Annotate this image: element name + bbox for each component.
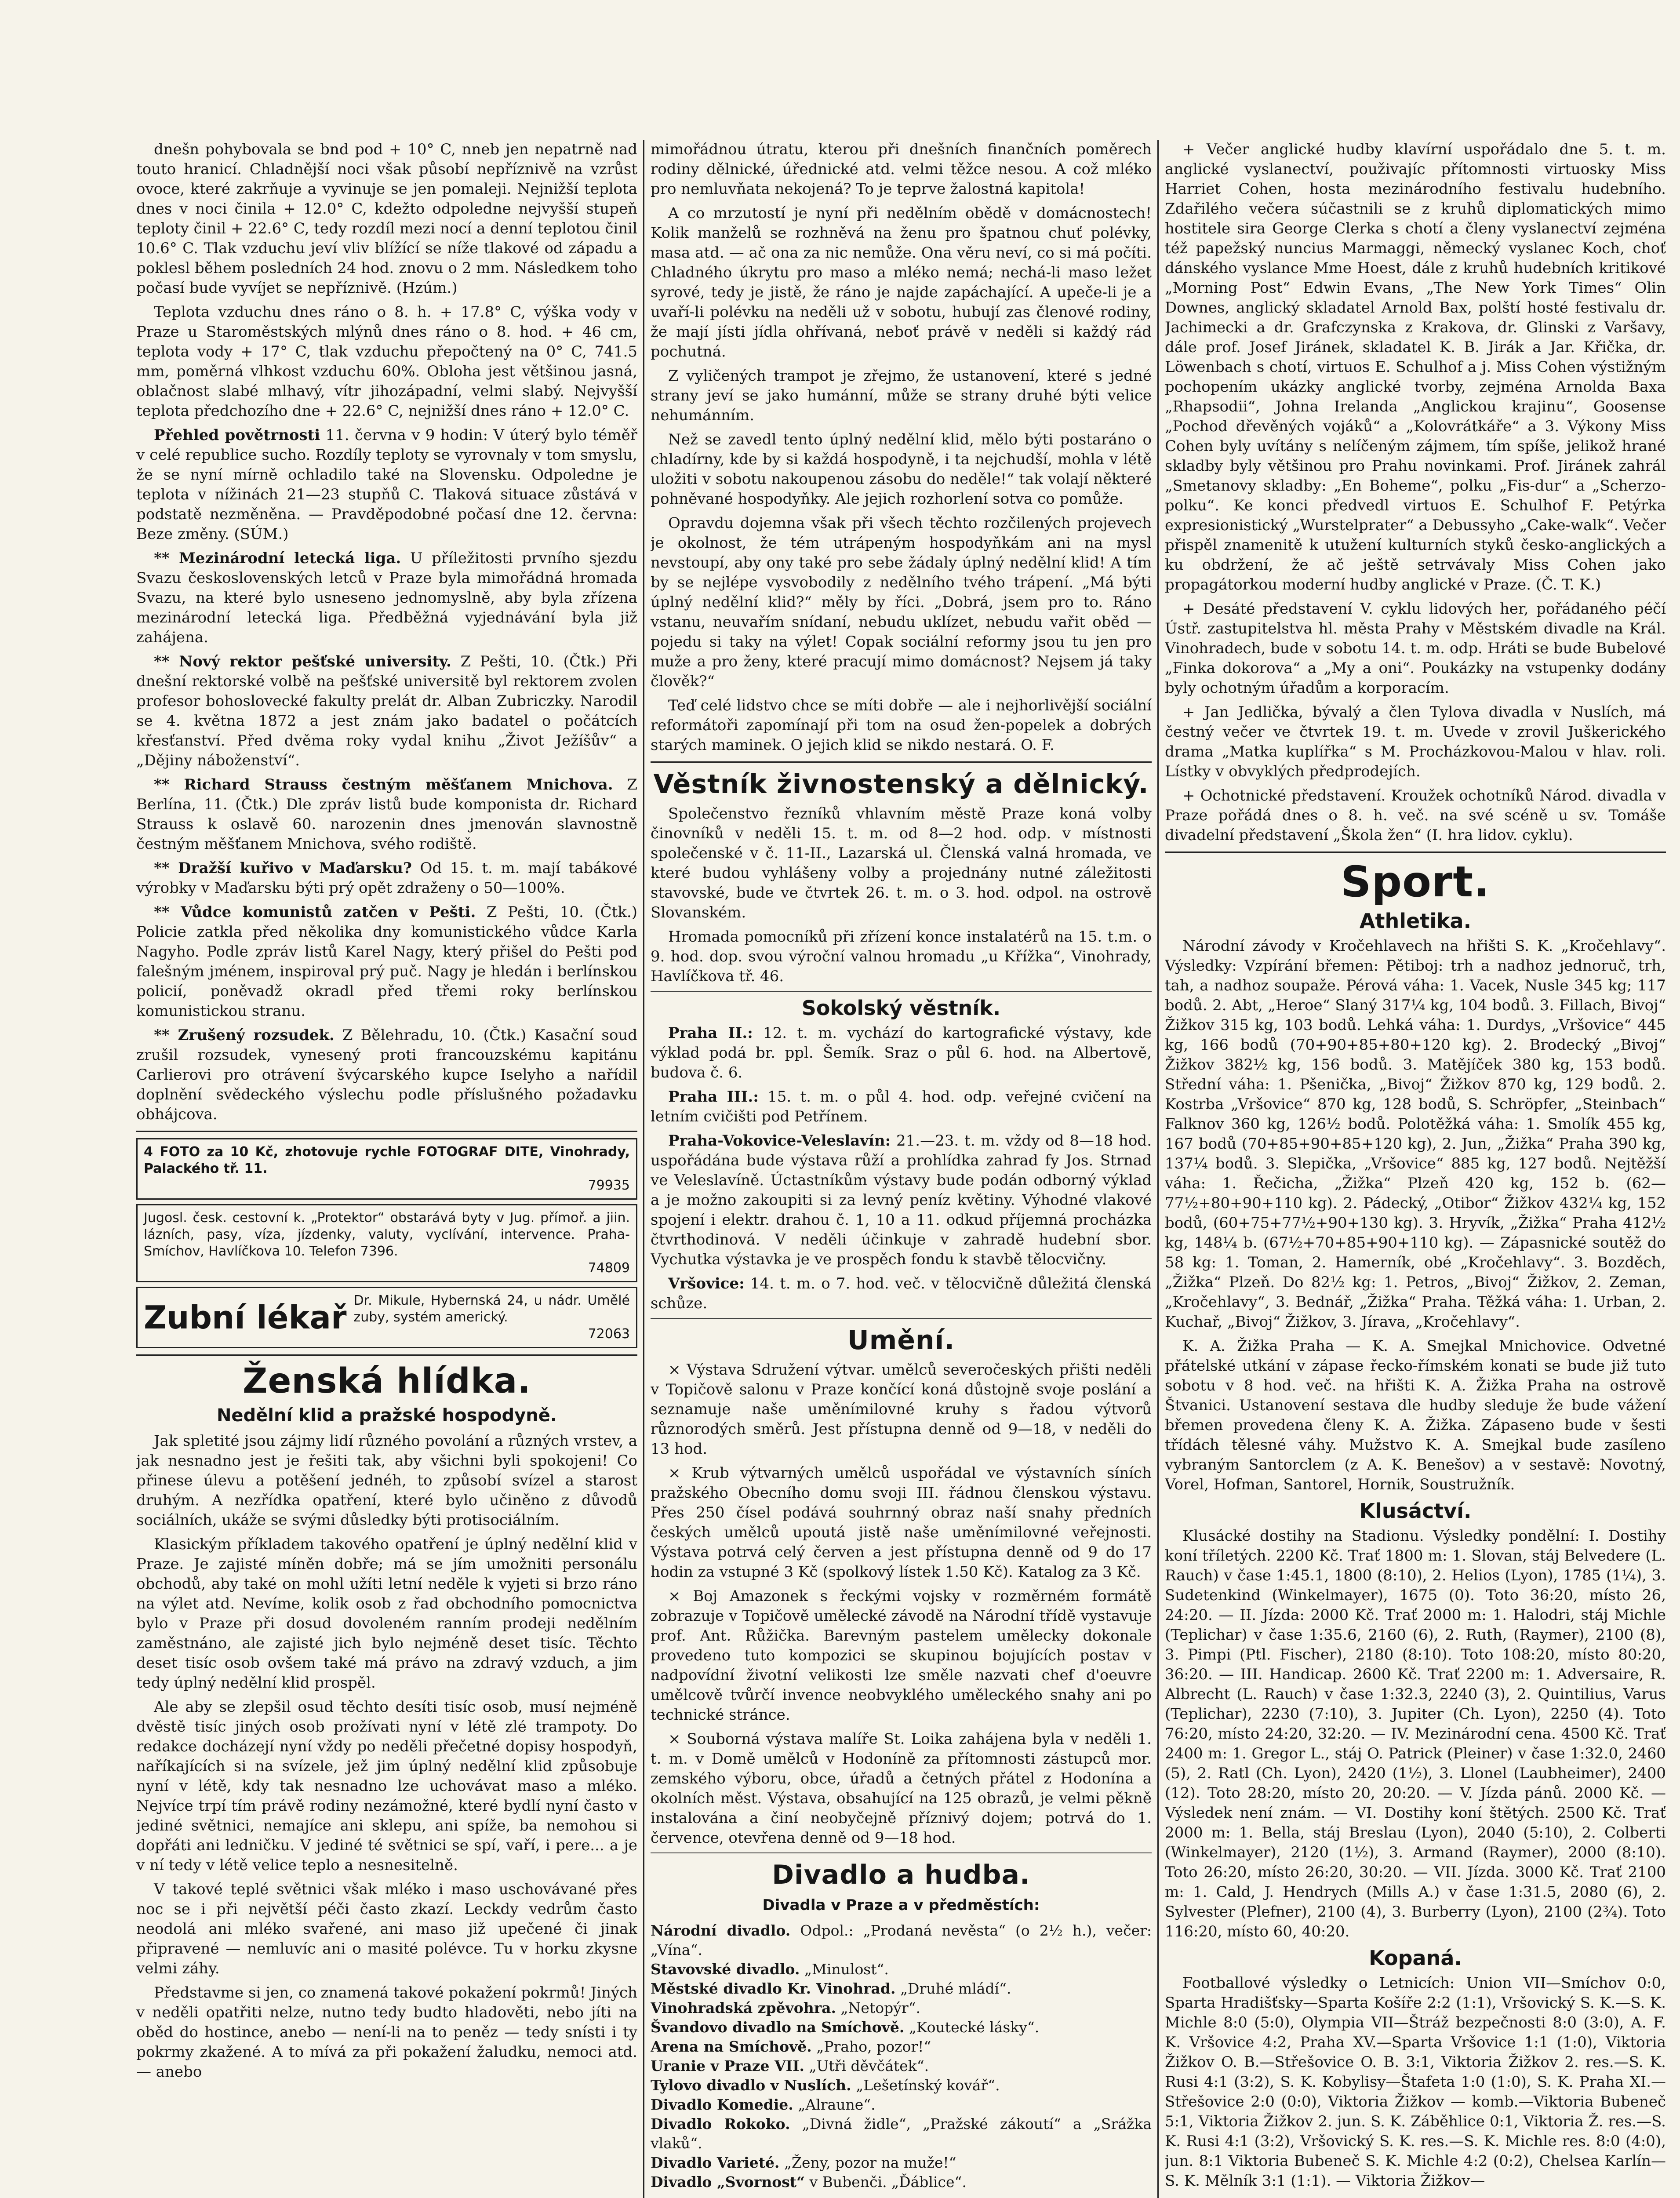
kurivo-headline: ** Dražší kuřivo v Maďarsku? [154,859,412,877]
divider [136,1354,637,1356]
strauss-headline: ** Richard Strauss čestným měšťanem Mnichova. [154,776,613,793]
zenska-article-title: Nedělní klid a pražské hospodyně. [216,1405,557,1426]
theatre-venue: Švandovo divadlo na Smíchově. [651,2019,905,2036]
theatre-programme-item [651,1979,1152,1998]
zenska-paragraph: Než se zavedl tento úplný nedělní klid, mělo býti postaráno o chladírny, kde by si každá hospodyně, i ta nejchudší, mohla v létě uložiti v sobotu nakoupenou zásobu do neděle!“ tak volají některé pohněvané hospodyňky. Ale jejich rozhorlení sotva co pomůže. [651,431,1152,508]
column-divider [1157,140,1159,2198]
theatre-programme-item [651,2153,1152,2173]
zenska-paragraph: V takové teplé světnici však mléko i maso uschovávané přes noc se i při největší péči často zkazí. Leckdy vedrům často neodolá ani mléko svařené, ani maso již upečené či jinak připravené — nemluvíc ani o masité polévce. Tu v horku zkysne velmi záhy. [136,1881,637,1977]
foto-ad-text: 4 FOTO za 10 Kč, zhotovuje rychle FOTOGRAF DITE, Vinohrady, Palackého tř. 11. [144,1144,630,1176]
sokol-section-title: Sokolský věstník. [801,996,1001,1020]
theatre-venue: Divadlo Komedie. [651,2096,793,2113]
theatre-venue: Stavovské divadlo. [651,1961,800,1978]
zenska-paragraph: Ale aby se zlepšil osud těchto desíti tisíc osob, musí nejméně dvěstě tisíc jiných osob prožívati nyní v létě zlé trampoty. Do redakce docházejí nyní vždy po neděli přečetné dopisy hospodyň, naříkajících si na svízele, jež jim úplný nedělní klid způsobuje nyní v létě, kdy tak nesnadno lze uchovávat maso a mléko. Nejvíce trpí tím právě rodiny nezámožné, které bydlí nyní často v jediné světnici, nemajíce ani sklepu, ani spíže, ba nemohou si dopřáti ani ledničku. V jediné té světnici se spí, vaří, i pere... a je v ní tedy v létě velice teplo a nesnesitelně. [136,1698,637,1874]
sokol-item-text: 12. t. m. vychází do kartografické výstavy, kde výklad podá br. ppl. Šemík. Sraz o půl 6. hod. na Albertově, budova č. 6. [651,1024,1152,1081]
athletika-paragraph: Národní závody v Kročehlavech na hřišti S. K. „Kročehlavy“. Výsledky: Vzpírání břemen: Pětiboj: trh a nadhoz jednoruč, trh, tah, a nadhoz soupaže. Pérová váha: 1. Vacek, Nusle 345 kg; 117 bodů. 2. Abt, „Heroe“ Slaný 317¼ kg, 104 bodů. 3. Fillach, Bivoj“ Žižkov 315 kg, 103 bodů. Lehká váha: 1. Durdys, „Vršovice“ 445 kg, 166 bodů (70+90+85+80+120 kg). 2. Brodecký „Bivoj“ Žižkov 382½ kg, 156 bodů. 3. Matějíček 380 kg, 153 bodů. Střední váha: 1. Pšenička, „Bivoj“ Žižkov 870 kg, 129 bodů. 2. Kostrba „Vršovice“ 870 kg, 128 bodů, S. Schröpfer, „Steinbach“ Falknov 360 kg, 126½ bodů. Polotěžká váha: 1. Smolík 455 kg, 167 bodů (70+85+90+85+120 kg), 2. Jun, „Žižka“ Praha 390 kg, 137¼ bodů. 3. Slepička, „Vršovice“ 885 kg, 127 bodů. Nejtěžší váha: 1. Řečicha, „Žižka“ Plzeň 420 kg, 152 b. (62—77½+80+90+110 kg). 2. Pádecký, „Otibor“ Žižkov 432¼ kg, 152 bodů, (60+75+77½+90+130 kg). 3. Hryvík, „Žižka“ Praha 412½ kg, 148¼ b. (67½+70+85+90+110 kg). — Zápasnické soutěž do 58 kg: 1. Toman, 2. Hamerník, obé „Kročehlavy“. 3. Bozděch, „Žižka“ Plzeň. Do 82½ kg: 1. Petros, „Bivoj“ Žižkov, 2. Zeman, „Kročehlavy“, 3. Bednář, „Žižka“ Praha. Těžká váha: 1. Urban, 2. Kuchař, „Bivoj“ Žižkov, 3. Jírava, „Kročehlavy“. [1165,937,1666,1331]
sokol-item-text: 21.—23. t. m. vždy od 8—18 hod. uspořádána bude výstava růží a prohlídka zahrad fy Jos. Strnad ve Veleslavíně. Úctastníkům výstavy bude podán odborný výklad a je možno zakoupiti si za levný peníz květiny. Výhodné vlakové spojení i elektr. drahou č. 1, 10 a 11. odkud příjemná procházka čtvrthodinová. V neděli účinkuje v zahradě hudební sbor. Vychutka výstavka je ve prospěch fondu k stavbě tělocvičny. [651,1132,1152,1268]
hudba-paragraph: + Večer anglické hudby klavírní uspořádalo dne 5. t. m. anglické vyslanectví, použivajíc přítomnosti virtuosky Miss Harriet Cohen, hosta mezinárodního festivalu hudebního. Zdařilého večera súčastnili se z kruhů diplomatických mimo hostitele sira George Clerka s chotí a členy vyslanectví zejména též papežský nuncius Marmaggi, německý vyslanec Koch, choť dánského vyslance Mme Hoest, dále z kruhů hudebních kritikové „Morning Post“ Edwin Evans, „The New York Times“ Olin Downes, anglický skladatel Arnold Bax, polští hosté festivalu dr. Jachimecki a dr. Grafczynska z Krakova, dr. Glinski z Varšavy, dále prof. Josef Jiránek, skladatel K. B. Jirák a Jar. Křička, dr. Löwenbach s chotí, virtuos E. Schulhof a j. Miss Cohen výstižným pochopením ukázky anglické tvorby, zejména Arnolda Baxa „Rhapsodii“, Johna Irelanda „Anglickou krajinu“, Goosense „Pochod dřevěných vojáků“ a „Kolovrátkáře“ a 3. Výkony Miss Cohen byly uvítány s nelíčeným zájmem, tím spíše, jelikož hrané skladby byly většinou pro Prahu novinkami. Prof. Jiránek zahrál „Smetanovy skladby: „En Boheme“, polku „Fis-dur“ a „Scherzo-polku“. Ke konci předvedl virtuos E. Schulhof F. Petýrka expresionistický „Wurstelprater“ a Debussyho „Cake-walk“. Večer přispěl znamenitě k utužení kulturních styků česko-anglických a ku obdržení, že ač ještě setrvávaly Miss Cohen jako propagátorkou moderní hudby anglické v Praze. (Č. T. K.) [1165,141,1666,593]
umeni-paragraph: × Krub výtvarných umělců uspořádal ve výstavních síních pražského Obecního domu svoji III. řádnou členskou výstavu. Přes 250 čísel podává souhrnný obraz naší snahy předních českých umělců upoutá jistě naše uměnímilovné veřejnosti. Výstava potrvá celý červen a jest přístupna denně od 9 do 17 hodin za vstupné 3 Kč (spolkový lístek 1.50 Kč). Katalog za 3 Kč. [651,1464,1152,1581]
weather-measurements: Teplota vzduchu dnes ráno o 8. h. + 17.8° C, výška vody v Praze u Staroměstských mlýnů dnes ráno o 8. hod. + 46 cm, teplota vody + 17° C, tlak vzduchu přepočtený na 0° C, 741.5 mm, poměrná vlhkost vzduchu 60%. Obloha jest většinou jasná, oblačnost slabé mlhavý, vítr jihozápadní, velmi slabý. Nejvyšší teplota předchozího dne + 22.6° C, nejnižší dnes ráno + 12.0° C. [136,303,637,420]
sport-section-title: Sport. [1341,857,1490,906]
zenska-paragraph: Teď celé lidstvo chce se míti dobře — ale i nejhorlivější sociální reformátoři zapomínají při tom na osud žen-popelek a dobrých starých maminek. O jejich klid se nikdo nestará. O. F. [651,697,1152,754]
zenska-paragraph: Představme si jen, co znamená takové pokažení pokrmů! Jiných v neděli opatřiti nelze, nutno tedy budto hladověti, nebo jíti na oběd do hostince, anebo — není-li na to peněz — tedy snísti i ty pokrmy zkažené. A to mívá za při pokažení žaludku, nemoci atd. — anebo [136,1984,637,2081]
sokol-item-text: 15. t. m. o půl 4. hod. odp. veřejné cvičení na letním cvičišti pod Petřínem. [651,1088,1152,1125]
weather-report: dnešn pohybovala se bnd pod + 10° C, nneb jen nepatrně nad touto hranicí. Chladnější noci však působí nepříznivě na vzrůst ovoce, které zakrňuje a vyvinuje se jen pomaleji. Nejnižší teplota dnes v noci činila + 12.0° C, kdežto odpoledne nejvyšší stupeň teploty činil + 22.6° C, tedy rozdíl mezi nocí a denní teplotou činil 10.6° C. Tlak vzduchu jeví vliv blížící se níže tlakové od západu a poklesl během posledních 24 hod. znovu o 2 mm. Následkem toho počasí bude vyvíjet se nepříznivě. (Hzúm.) [136,141,637,297]
klusactvi-title: Klusáctví. [1359,1499,1472,1523]
column-divider [643,140,644,2198]
liga-text: U příležitosti prvního sjezdu Svazu československých letců v Praze byla mimořádná hromada Svazu, na které bylo usneseno jednomyslně, aby byla zřízena mezinárodní letecká liga. Předběžná vyjednávání byla již zahájena. [136,550,637,646]
travel-ad-text: Jugosl. česk. cestovní k. „Protektor“ obstarává byty v Jug. přímoř. a jiin. lázních, pasy, víza, jízdenky, valuty, vyclívání, intervence. Praha-Smíchov, Havlíčkova 10. Telefon 7396. [144,1210,630,1259]
athletika-title: Athletika. [1359,909,1472,933]
strauss-text: Z Berlína, 11. (Čtk.) Dle zpráv listů bude komponista dr. Richard Strauss k oslavě 60. narozenin dnes jmenován slavnostně čestným měšťanem Mnichova, svého rodiště. [136,776,637,853]
divadlo-subtitle: Divadla v Praze a v předměstích: [762,1896,1040,1914]
foto-advertisement [136,1138,637,1200]
rozsudek-headline: ** Zrušený rozsudek. [154,1026,335,1044]
klusactvi-paragraph: Klusácké dostihy na Stadionu. Výsledky pondělní: I. Dostihy koní tříletých. 2200 Kč. Trať 1800 m: 1. Slovan, stáj Belvedere (L. Rauch) v čase 1:45.1, 1800 (8:10), 2. Helios (Lyon), 1785 (1¼), 3. Sudetenkind (Winkelmayer), 1675 (0). Toto 36:20, místo 26, 24:20. — II. Jízda: 2000 Kč. Trať 2000 m: 1. Halodri, stáj Michle (Teplichar) v čase 1:35.6, 2160 (6), 2. Ruth, (Raymer), 2100 (8), 3. Pimpi (Ptl. Fischer), 2180 (8:10). Toto 108:20, místo 80:20, 36:20. — III. Handicap. 2600 Kč. Trať 2200 m: 1. Adversaire, R. Albrecht (L. Rauch) v čase 1:32.3, 2240 (3), 2. Quintilius, Varus (Teplichar), 2230 (7:10), 3. Jupiter (Ch. Lyon), 2250 (4). Toto 76:20, místo 24:20, 32:20. — IV. Mezinárodní cena. 4500 Kč. Trať 2400 m: 1. Gregor L., stáj O. Patrick (Pleiner) v čase 1:32.0, 2460 (5), 2. Ratl (Ch. Lyon), 2420 (1½), 3. Llonel (Laubheimer), 2400 (12). Toto 28:20, místo 20, 20:20. — V. Jízda pánů. 2000 Kč. — Výsledek není znám. — VI. Dostihy koní štětých. 2500 Kč. Trať 2000 m: 1. Bella, stáj Breslau (Lyon), 2040 (5:10), 2. Colberti (Winkelmayer), 2120 (1½), 3. Armand (Raymer), 2000 (8:10). Toto 26:20, místo 26:20, 30:20. — VII. Jízda. 3000 Kč. Trať 2100 m: 1. Cald, J. Hendrych (Mills A.) v čase 1:31.5, 2080 (6), 2. Sylvester (Plefner), 2100 (4), 3. Burberry (Lyon), 2100 (2¾). Toto 116:20, místo 60, 40:20. [1165,1527,1666,1940]
athletika-paragraph: K. A. Žižka Praha — K. A. Smejkal Mnichovice. Odvetné přátelské utkání v zápase řecko-římském konati se bude již tuto sobotu v 8 hod. več. na hřišti K. A. Žižka Praha na ostrově Štvanici. Ustanovení sestava dle hudby sleduje že bude vážení břemen provedena členy K. A. Žižka. Zápaseno bude v šesti třídách tělesné váhy. Mužstvo K. A. Smejkal bude zasíleno vybraným Santorclem (z A. K. Benešov) a v sestavě: Novotný, Vorel, Hofman, Santorel, Hornik, Soustružník. [1165,1337,1666,1493]
umeni-paragraph: × Boj Amazonek s řeckými vojsky v rozměrném formátě zobrazuje v Topičově umělecké závodě na Národní třídě vystavuje prof. Ant. Růžička. Barevným pastelem umělecky dokonale provedeno tuto kompozici se skupinou bojujících postav v nadpovídní životní velikosti lze směle nazvati chef d'oeuvre umělcově tvůrčí invence neobvyklého uměleckého snahy ani po technické stránce. [651,1587,1152,1724]
theatre-venue: Divadlo Rokoko. [651,2115,790,2132]
theatre-programme-item [651,1921,1152,1960]
travel-advertisement [136,1204,637,1282]
theatre-venue: Divadlo „Svornost“ [651,2173,805,2191]
dentist-ad-title: Zubní lékař [144,1299,347,1336]
zenska-paragraph: A co mrzutostí je nyní při nedělním obědě v domácnostech! Kolik manželů se rozhněvá na ženu pro špatnou chuť polévky, masa atd. — ač ona za nic nemůže. Ona věru neví, co si má počíti. Chladného úkrytu pro maso a mléko nemá; nechá-li maso ležet syrové, tedy je jistě, že ráno je najde zapáchající. A upeče-li je a uvaří-li polévku na neděli už v sobotu, hubují zas členové rodiny, že mají jísti jídla ohřívaná, neboť právě v neděli si každý rád pochutná. [651,204,1152,360]
theatre-performance: „Utři děvčátek“. [804,2057,929,2074]
rozsudek-article [136,1026,637,1124]
theatre-programme-item [651,2056,1152,2076]
sokol-item-lead: Vršovice: [668,1275,745,1292]
theatre-performance: „Koutecké lásky“. [904,2019,1040,2036]
rozsudek-text: Z Bělehradu, 10. (Čtk.) Kasační soud zrušil rozsudek, vynesený proti francouzskému kapitánu Carlierovi pro otrávení švýcarského kupce Iselyho a nařídil doplnění svědeckého výslechu podle příslušného požadavku obhájcova. [136,1026,637,1123]
sokol-item-lead: Praha II.: [668,1024,753,1042]
forecast-text: 11. června v 9 hodin: V úterý bylo téměř v celé republice sucho. Rozdíly teploty se vyrovnaly v tom smyslu, že se nyní mírně ochladilo také na Slovensku. Odpoledne je teplota v nížinách 21—23 stupňů C. Tlaková situace zůstává v podstatě nezměněna. — Pravděpodobné počasí dne 12. června: Beze změny. (SÚM.) [136,426,637,543]
theatre-performance: Odpol.: „Prodaná nevěsta“ (o 2½ h.), večer: „Vína“. [651,1922,1152,1958]
theatre-venue: Národní divadlo. [651,1922,791,1939]
theatre-venue: Tylovo divadlo v Nuslích. [651,2077,851,2094]
divider [136,1131,637,1132]
kurivo-text: Od 15. t. m. mají tabákové výrobky v Maďarsku býti prý opět zdraženy o 50—100%. [136,859,637,897]
kurivo-article [136,859,637,898]
dentist-advertisement [136,1287,637,1348]
umeni-section-title: Umění. [847,1325,955,1356]
theatre-performance: v Bubenči. „Ďáblice“. [805,2173,967,2191]
theatre-performance: „Alraune“. [793,2096,876,2113]
divider [651,1852,1152,1853]
divider [651,1318,1152,1319]
sokol-item-text: 14. t. m. o 7. hod. več. v tělocvičně důležitá členská schůze. [651,1275,1152,1312]
column-2 [651,140,1152,2198]
forecast-article [136,426,637,544]
theatre-programme-item [651,2018,1152,2037]
theatre-programme-item [651,1998,1152,2018]
umeni-paragraph: × Souborná výstava malíře St. Loika zahájena byla v neděli 1. t. m. v Domě umělců v Hodoníně za přítomnosti zástupců mor. zemského výboru, obce, úřadů a četných přátel z Hodonína a okolních měst. Výstava, obsahující na 125 obrazů, je velmi pěkně instalována a činí neobyčejně příznivý dojem; potrvá do 1. července, otevřena denně od 9—18 hod. [651,1730,1152,1847]
vestnik-paragraph: Hromada pomocníků při zřízení konce instalatérů na 15. t.m. o 9. hod. dop. svou výroční valnou hromadu „u Křížka“, Vinohrady, Havlíčkova tř. 46. [651,928,1152,985]
foto-ad-code: 79935 [588,1178,630,1193]
strauss-article [136,775,637,854]
theatre-performance: „Druhé mládí“. [895,1980,1011,1997]
umeni-paragraph: × Výstava Sdružení výtvar. umělců severočeských přišti neděli v Topičově salonu v Praze končící koná důstojně svoje poslání a seznamuje naše uměnímilovné kruhy s řadou výtvorů různorodých směrů. Jest přístupna denně od 9—18, v neděli do 13 hod. [651,1361,1152,1458]
theatre-performance: „Netopýr“. [836,1999,920,2016]
vudce-headline: ** Vůdce komunistů zatčen v Pešti. [154,903,476,921]
theatre-venue: Divadlo Varieté. [651,2154,780,2171]
theatre-performance: „Praho, pozor!“ [811,2038,931,2055]
sokol-item [651,1131,1152,1270]
zenska-paragraph: Jak spletité jsou zájmy lidí různého povolání a různých vrstev, a jak nesnadno jest je řešiti tak, aby všichni byli spokojeni! Co přinese úlevu a potěšení jednéh, to způsobí svízel a starost druhým. A nezřídka opatření, které bylo učiněno z důvodů sociálních, ukáže se svými důsledky býti protisociálním. [136,1432,637,1529]
column-1 [136,140,637,2198]
sokol-item [651,1023,1152,1083]
theatre-programme-item [651,2076,1152,2095]
hudba-paragraph: + Desáté představení V. cyklu lidových her, pořádaného péčí Ústř. zastupitelstva hl. města Prahy v Městském divadle na Král. Vinohradech, bude v sobotu 14. t. m. odp. Hráti se bude Bubelové „Finka dokorova“ a „My a oni“. Poukázky na vstupenky dodány byly ochotným úřadům a korporacím. [1165,600,1666,697]
theatre-performance: „Divná židle“, „Pražské zákoutí“ a „Srážka vlaků“. [651,2115,1152,2152]
theatre-performance: „Minulost“. [800,1961,889,1978]
zenska-paragraph: Z vyličených trampot je zřejmo, že ustanovení, které s jedné strany jeví se jako humánní, může se strany druhé býti velice nehumánním. [651,367,1152,424]
column-3 [1165,140,1666,2198]
hudba-paragraph: + Jan Jedlička, bývalý a člen Tylova divadla v Nuslích, má čestný večer ve čtvrtek 19. t. m. Uvede v zrovil Juškerického drama „Matka kuplířka“ s M. Procházkovou-Malou v hlav. roli. Lístky v obvyklých předprodejích. [1165,703,1666,780]
liga-headline: ** Mezinárodní letecká liga. [154,550,401,567]
theatre-performance: „Ženy, pozor na muže!“ [779,2154,956,2171]
sokol-item [651,1087,1152,1127]
theatre-venue: Uranie v Praze VII. [651,2057,804,2074]
divadlo-section-title: Divadlo a hudba. [772,1860,1030,1890]
sokol-item-lead: Praha-Vokovice-Veleslavín: [668,1132,891,1150]
theatre-programme-item [651,2037,1152,2056]
theatre-programme-item [651,1960,1152,1979]
vudce-text: Z Pešti, 10. (Čtk.) Policie zatkla před několika dny komunistického vůdce Karla Nagyho. Podle zpráv listů Karel Nagy, který přišel do Pešti pod falešným jménem, inspiroval prý puč. Nagy je hledán i berlínskou policií, poněvadž okradl před třemi roky berlínskou komunistickou stranu. [136,903,637,1020]
theatre-venue: Arena na Smíchově. [651,2038,812,2055]
rektor-headline: ** Nový rektor pešťské university. [154,653,451,670]
dentist-ad-text: Dr. Mikule, Hybernská 24, u nádr. Umělé zuby, systém americký. [353,1293,630,1325]
travel-ad-code: 74809 [588,1260,630,1276]
theatre-performance: „Lešetínský kovář“. [851,2077,1000,2094]
rektor-text: Z Pešti, 10. (Čtk.) Při dnešní rektorské volbě na pešťské universitě byl rektorem zvolen profesor bohoslovecké fakulty prelát dr. Alban Zubriczky. Narodil se 4. května 1872 a jest znám jako badatel o počátcích křesťanství. Před dvěma roky vydal knihu „Život Ježíšův“ a „Dějiny náboženství“. [136,653,637,769]
forecast-headline: Přehled povětrnosti [154,426,320,444]
divider [651,991,1152,992]
liga-article [136,549,637,648]
vestnik-paragraph: Společenstvo řezníků vhlavním městě Praze koná volby činovníků v neděli 15. t. m. od 8—2 hod. odp. v místnosti společenské v č. 11-II., Lazarská ul. Členská valná hromada, ve které budou vyhlášeny volby a projednány nutné záležitosti stavovské, bude ve čtvrtek 26. t. m. o 3. hod. odpol. na ostrově Slovanském. [651,805,1152,921]
sokol-item [651,1274,1152,1314]
dentist-ad-code: 72063 [588,1326,630,1342]
zenska-paragraph: mimořádnou útratu, kterou při dnešních finančních poměrech rodiny dělnické, úřednické atd. velmi těžce nesou. A což mléko pro nemluvňata nekojená? To je teprve žalostná kapitola! [651,141,1152,198]
theatre-venue: Vinohradská zpěvohra. [651,1999,836,2016]
rektor-article [136,652,637,771]
zenska-section-title: Ženská hlídka. [242,1361,531,1401]
vudce-article [136,902,637,1021]
zenska-paragraph: Opravdu dojemna však při všech těchto rozčilených projevech je okolnost, že tém utrápeným hospodyňkám ani na mysl nevstoupí, aby ony také pro sebe žádaly úplný nedělní klid! A tím by se nejlépe vysvobodily z nedělního tvého trápení. „Má býti úplný nedělní klid?“ měly by říci. „Dobrá, jsem pro to. Ráno vstanu, neuvařím snídaní, nebudu uklízet, nebudu vařit oběd — pojedu si taky na výlet! Copak sociální reformy jsou tu jen pro muže a pro ženy, které pracují mimo domácnost? Nejsem já taky člověk?“ [651,514,1152,690]
theatre-venue: Městské divadlo Kr. Vinohrad. [651,1980,896,1997]
theatre-programme-item [651,2114,1152,2153]
sokol-item-lead: Praha III.: [668,1088,759,1106]
divider [651,761,1152,763]
divider [1165,852,1666,853]
theatre-programme-list [651,1921,1152,2192]
hudba-paragraph: + Ochotnické představení. Kroužek ochotníků Národ. divadla v Praze pořádá dnes o 8. h. več. na své scéně u sv. Tomáše divadelní představení „Škola žen“ (I. hra lidov. cyklu). [1165,787,1666,844]
theatre-programme-item [651,2173,1152,2192]
theatre-programme-item [651,2095,1152,2114]
kopana-paragraph: Footballové výsledky o Letnicích: Union VII—Smíchov 0:0, Sparta Hradišťsky—Sparta Košíře 2:2 (1:1), Vršovický S. K.—S. K. Michle 8:0 (5:0), Olympia VII—Štráž bezpečnosti 8:0 (3:0), A. F. K. Vršovice 4:2, Praha XV.—Sparta Vršovice 1:1 (1:0), Viktoria Žižkov O. B.—Střešovice O. B. 3:1, Viktoria Žižkov 2. res.—S. K. Rusi 4:1 (3:2), S. K. Kobylisy—Štafeta 1:0 (1:0), S. K. Praha XI.—Střešovice 2:0 (0:0), Viktoria Žižkov — komb.—Viktoria Bubeneč 5:1, Viktoria Žižkov 2. jun. S. K. Záběhlice 0:1, Viktoria Ž. res.—S. K. Rusi 4:1 (3:2), Vršovický S. K. res.—S. K. Michle res. 8:0 (4:0), jun. 8:1 Viktoria Bubeneč S. K. Michle 4:2 (0:2), Chelsea Karlín—S. K. Mělník 3:1 (1:1). — Viktoria Žižkov— [1165,1974,1666,2190]
kopana-title: Kopaná. [1369,1946,1462,1970]
vestnik-section-title: Věstník živnostenský a dělnický. [653,769,1149,800]
zenska-paragraph: Klasickým příkladem takového opatření je úplný nedělní klid v Praze. Je zajisté míněn dobře; má se jím umožniti personálu obchodů, aby také on mohl užíti letní neděle k vyjeti si brzo ráno na výlet atd. Nevíme, kolik osob z řad obchodního pomocnictva bylo v Praze při dosud dovoleném ranním prodeji nedělním zaměstnáno, ale zajisté jich bylo nejméně deset tisíc. Těchto deset tisíc osob ovšem také má právo na zdravý vzduch, a jim tedy úplný nedělní klid prospěl. [136,1536,637,1692]
